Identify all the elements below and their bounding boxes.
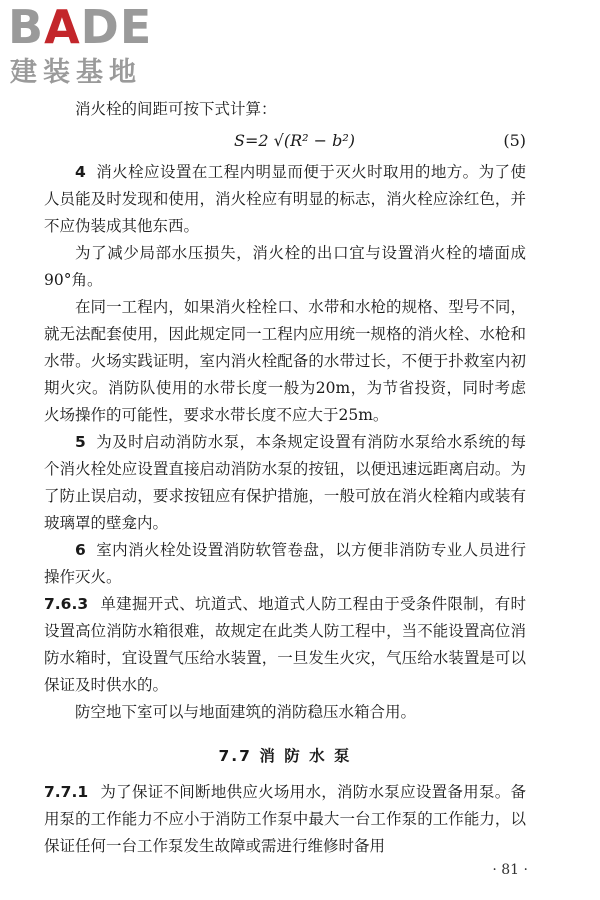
logo-wordmark: BADE <box>8 0 153 54</box>
paragraph: 防空地下室可以与地面建筑的消防稳压水箱合用。 <box>75 703 417 721</box>
section-heading: 7.7 消 防 水 泵 <box>218 747 352 765</box>
formula-expression: S=2 √(R² − b²) <box>234 131 356 150</box>
item-number: 6 <box>75 541 86 559</box>
item-text: 为及时启动消防水泵，本条规定设置有消防水泵给水系统的每个消火栓处应设置直接启动消防水泵的按钮，以便迅速远距离启动。为了防止误启动，要求按钮应有保护措施，一般可放在消火栓箱内或装有玻璃罩的壁龛内。 <box>44 433 526 532</box>
item-number: 4 <box>75 163 86 181</box>
item-number: 5 <box>75 433 86 451</box>
clause-7-6-3 <box>44 591 526 699</box>
item-text: 消火栓应设置在工程内明显而便于灭火时取用的地方。为了使人员能及时发现和使用，消火栓应有明显的标志，消火栓应涂红色，并不应伪装成其他东西。 <box>44 163 526 235</box>
item-4 <box>44 159 526 240</box>
clause-text: 为了保证不间断地供应火场用水，消防水泵应设置备用泵。备用泵的工作能力不应小于消防工作泵中最大一台工作泵的工作能力，以保证任何一台工作泵发生故障或需进行维修时备用 <box>44 783 526 855</box>
item-text: 室内消火栓处设置消防软管卷盘，以方便非消防专业人员进行操作灭火。 <box>44 541 526 586</box>
clause-number: 7.6.3 <box>44 595 89 613</box>
clause-text: 单建掘开式、坑道式、地道式人防工程由于受条件限制，有时设置高位消防水箱很难，故规定在此类人防工程中，当不能设置高位消防水箱时，宜设置气压给水装置，一旦发生火灾，气压给水装置是可以保证及时供水的。 <box>44 595 526 694</box>
item-5 <box>44 429 526 537</box>
paragraph: 为了减少局部水压损失，消火栓的出口宜与设置消火栓的墙面成90°角。 <box>44 244 526 289</box>
page-body <box>44 96 526 860</box>
paragraph: 在同一工程内，如果消火栓栓口、水带和水枪的规格、型号不同，就无法配套使用，因此规定同一工程内应用统一规格的消火栓、水枪和水带。火场实践证明，室内消火栓配备的水带过长，不便于扑救室内初期火灾。消防队使用的水带长度一般为20m，为节省投资，同时考虑火场操作的可能性，要求水带长度不应大于25m。 <box>44 298 526 424</box>
formula-intro: 消火栓的间距可按下式计算： <box>75 100 277 118</box>
clause-number: 7.7.1 <box>44 783 89 801</box>
formula-number: (5) <box>503 131 526 150</box>
clause-7-7-1 <box>44 779 526 860</box>
formula-line <box>44 123 526 159</box>
logo <box>8 2 178 94</box>
page-number: · 81 · <box>492 862 528 878</box>
item-6 <box>44 537 526 591</box>
logo-accent-letter: A <box>44 0 81 54</box>
logo-subtitle: 建装基地 <box>10 57 142 88</box>
